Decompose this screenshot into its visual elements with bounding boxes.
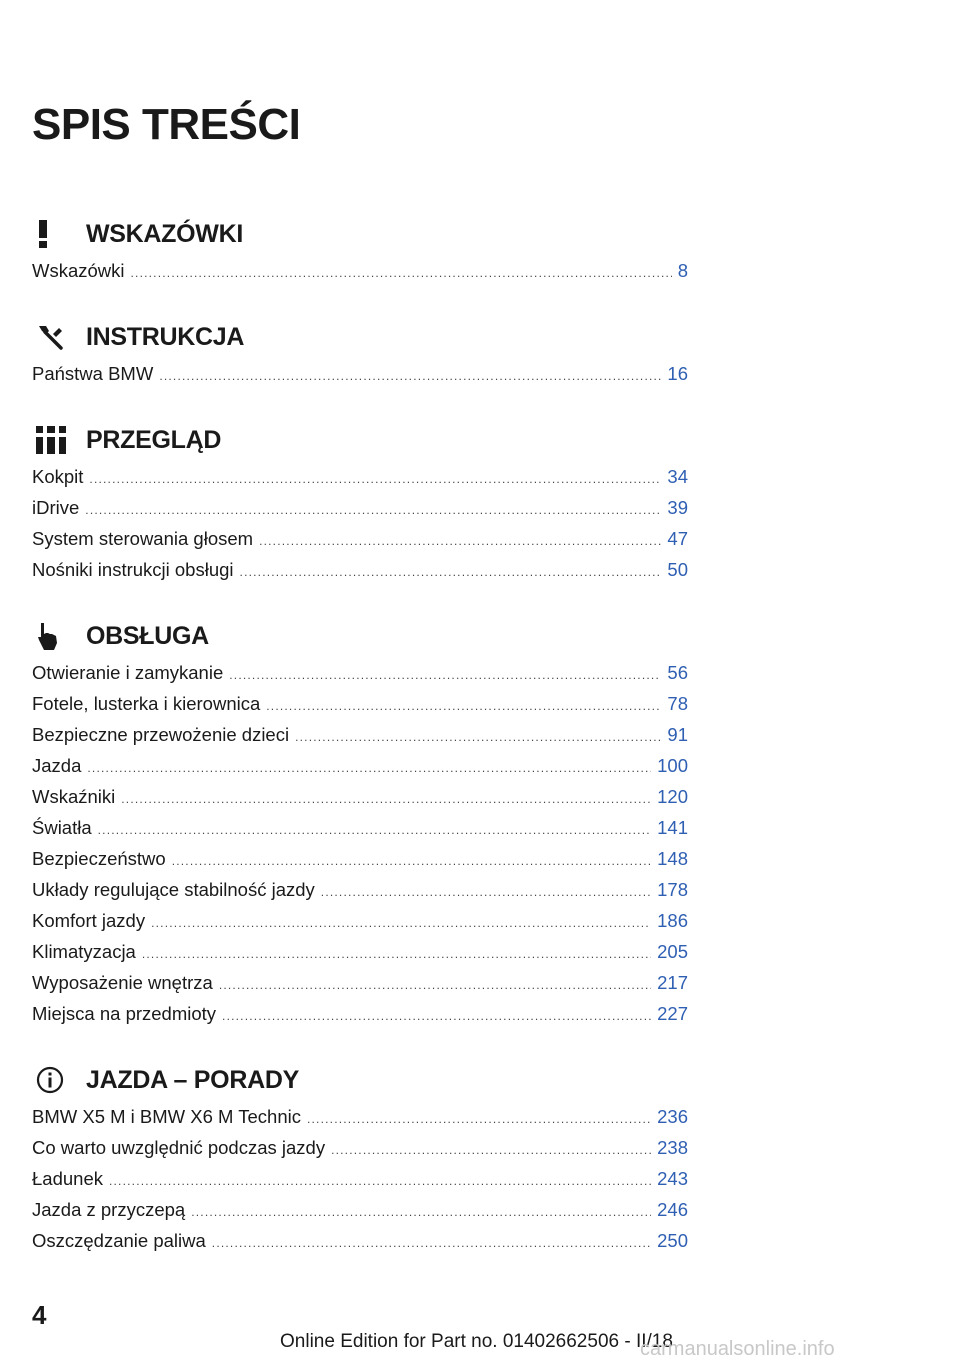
entry-label: Państwa BMW [32, 363, 154, 384]
section-header [32, 214, 688, 254]
toc-entry[interactable] [32, 260, 688, 291]
section-header [32, 616, 688, 656]
entry-label: Bezpieczne przewożenie dzieci [32, 724, 290, 745]
entry-label: System sterowania głosem [32, 528, 254, 549]
entry-page-link[interactable]: 141 [657, 817, 688, 838]
toc-entry[interactable] [32, 497, 688, 528]
entry-page-link[interactable]: 100 [657, 755, 688, 776]
entry-label: Klimatyzacja [32, 941, 136, 962]
toc-entry[interactable] [32, 559, 688, 590]
entry-label: Ładunek [32, 1168, 103, 1189]
entry-label: Bezpieczeństwo [32, 848, 166, 869]
toc-entry[interactable] [32, 724, 688, 755]
toc-entry[interactable] [32, 693, 688, 724]
toc-entry[interactable] [32, 1003, 688, 1034]
toc-entry[interactable] [32, 910, 688, 941]
dot-leader [109, 1174, 651, 1188]
toc-entry[interactable] [32, 528, 688, 559]
dot-leader [98, 823, 651, 837]
table-of-contents [32, 214, 688, 1287]
entry-page-link[interactable]: 50 [667, 559, 688, 580]
entry-page-link[interactable]: 238 [657, 1137, 688, 1158]
entry-label: Komfort jazdy [32, 910, 146, 931]
dot-leader [151, 916, 651, 930]
page-number: 4 [32, 1300, 47, 1330]
entry-page-link[interactable]: 236 [657, 1106, 688, 1127]
toc-entry[interactable] [32, 817, 688, 848]
entry-label: Światła [32, 817, 92, 838]
toc-entry[interactable] [32, 466, 688, 497]
section-title: PRZEGLĄD [86, 425, 222, 454]
page-title: SPIS TREŚCI [32, 100, 301, 149]
dot-leader [121, 792, 651, 806]
entry-page-link[interactable]: 39 [667, 497, 688, 518]
entry-label: BMW X5 M i BMW X6 M Technic [32, 1106, 301, 1127]
entry-label: Otwieranie i zamykanie [32, 662, 224, 683]
dot-leader [295, 730, 661, 744]
exclamation-icon [32, 217, 74, 251]
entry-page-link[interactable]: 246 [657, 1199, 688, 1220]
entry-label: Wskaźniki [32, 786, 116, 807]
toc-entry[interactable] [32, 755, 688, 786]
entry-label: Jazda z przyczepą [32, 1199, 186, 1220]
section-header [32, 317, 688, 357]
footer-edition: Online Edition for Part no. 01402662506 - II/18 [280, 1331, 673, 1352]
section-header [32, 1060, 688, 1100]
dot-leader [191, 1205, 651, 1219]
toc-entry[interactable] [32, 1106, 688, 1137]
dot-leader [240, 565, 662, 579]
section-jazda-porady [32, 1060, 688, 1261]
entry-page-link[interactable]: 34 [667, 466, 688, 487]
hand-pointer-icon [32, 619, 74, 653]
toc-entry[interactable] [32, 848, 688, 879]
entry-label: iDrive [32, 497, 80, 518]
entry-page-link[interactable]: 78 [667, 693, 688, 714]
toc-entry[interactable] [32, 363, 688, 394]
entry-page-link[interactable]: 91 [667, 724, 688, 745]
section-title: WSKAZÓWKI [86, 219, 243, 248]
entry-page-link[interactable]: 47 [667, 528, 688, 549]
section-header [32, 420, 688, 460]
entry-page-link[interactable]: 16 [667, 363, 688, 384]
entry-label: Wskazówki [32, 260, 125, 281]
dot-leader [307, 1112, 651, 1126]
dot-leader [222, 1009, 651, 1023]
entry-label: Układy regulujące stabilność jazdy [32, 879, 315, 900]
dot-leader [229, 668, 661, 682]
entry-label: Oszczędzanie paliwa [32, 1230, 206, 1251]
section-instrukcja [32, 317, 688, 394]
watermark: carmanualsonline.info [640, 1338, 835, 1360]
dot-leader [212, 1236, 651, 1250]
grid-icon [32, 423, 74, 457]
dot-leader [142, 947, 651, 961]
dot-leader [131, 266, 672, 280]
toc-entry[interactable] [32, 972, 688, 1003]
entry-label: Kokpit [32, 466, 84, 487]
entry-page-link[interactable]: 8 [677, 260, 688, 281]
dot-leader [219, 978, 651, 992]
entry-page-link[interactable]: 186 [657, 910, 688, 931]
section-obsluga [32, 616, 688, 1034]
dot-leader [321, 885, 651, 899]
toc-entry[interactable] [32, 662, 688, 693]
entry-page-link[interactable]: 243 [657, 1168, 688, 1189]
toc-entry[interactable] [32, 786, 688, 817]
entry-label: Co warto uwzględnić podczas jazdy [32, 1137, 326, 1158]
dot-leader [331, 1143, 651, 1157]
dot-leader [266, 699, 661, 713]
entry-page-link[interactable]: 227 [657, 1003, 688, 1024]
toc-entry[interactable] [32, 1230, 688, 1261]
entry-page-link[interactable]: 250 [657, 1230, 688, 1251]
toc-entry[interactable] [32, 941, 688, 972]
section-przeglad [32, 420, 688, 590]
toc-entry[interactable] [32, 1199, 688, 1230]
dot-leader [159, 369, 661, 383]
section-title: JAZDA – PORADY [86, 1065, 299, 1094]
section-title: INSTRUKCJA [86, 322, 245, 351]
entry-page-link[interactable]: 120 [657, 786, 688, 807]
entry-label: Nośniki instrukcji obsługi [32, 559, 234, 580]
entry-label: Fotele, lusterka i kierownica [32, 693, 261, 714]
entry-page-link[interactable]: 178 [657, 879, 688, 900]
dot-leader [89, 472, 661, 486]
dot-leader [259, 534, 661, 548]
tools-icon [32, 320, 74, 354]
dot-leader [85, 503, 661, 517]
entry-page-link[interactable]: 148 [657, 848, 688, 869]
dot-leader [172, 854, 651, 868]
entry-label: Wyposażenie wnętrza [32, 972, 213, 993]
entry-label: Jazda [32, 755, 82, 776]
toc-entry[interactable] [32, 1137, 688, 1168]
section-wskazowki [32, 214, 688, 291]
entry-page-link[interactable]: 56 [667, 662, 688, 683]
entry-page-link[interactable]: 217 [657, 972, 688, 993]
section-title: OBSŁUGA [86, 621, 209, 650]
dot-leader [87, 761, 651, 775]
entry-page-link[interactable]: 205 [657, 941, 688, 962]
toc-entry[interactable] [32, 1168, 688, 1199]
entry-label: Miejsca na przedmioty [32, 1003, 217, 1024]
toc-entry[interactable] [32, 879, 688, 910]
info-icon [32, 1063, 74, 1097]
